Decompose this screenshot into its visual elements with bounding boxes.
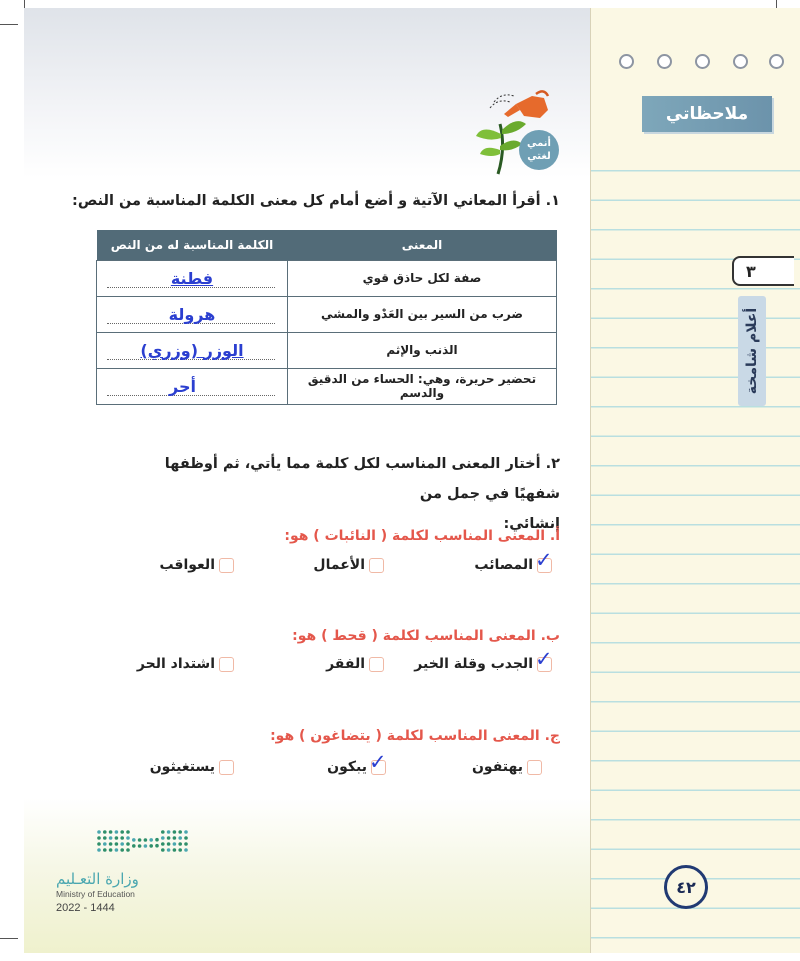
- checkmark-icon: ✓: [535, 646, 553, 671]
- answer-field[interactable]: [97, 260, 288, 296]
- logo-dot: [161, 830, 165, 834]
- logo-dot: [115, 848, 119, 852]
- logo-dot: [126, 842, 130, 846]
- logo-dot: [126, 836, 130, 840]
- option-label: الأعمال: [313, 557, 365, 573]
- header-meaning: المعنى: [288, 230, 557, 260]
- part-c-label: ج. المعنى المناسب لكلمة ( يتضاغون ) هو:: [270, 728, 560, 744]
- badge-line1: أنمي: [526, 138, 551, 149]
- meaning-cell: الذنب والإثم: [288, 332, 557, 368]
- handwritten-answer: فطنة: [170, 268, 214, 288]
- meaning-cell: تحضير حريرة، وهي: الحساء من الدقيق والدسم: [288, 368, 557, 404]
- logo-dot: [149, 844, 153, 848]
- handwritten-answer: هرولة: [168, 304, 216, 324]
- binder-ring-icon: [619, 54, 634, 69]
- meaning-cell: ضرب من السير بين العَدْو والمشي: [288, 296, 557, 332]
- option-label: يستغيثون: [149, 759, 215, 775]
- checkbox[interactable]: [219, 760, 234, 775]
- logo-dot: [161, 848, 165, 852]
- logo-dot: [173, 842, 177, 846]
- logo-dot: [109, 836, 113, 840]
- table-row: [97, 296, 557, 332]
- option-b1[interactable]: [414, 646, 553, 672]
- logo-dot: [120, 830, 124, 834]
- unit-title: أعلام شامخة: [744, 307, 760, 395]
- page-number: ٤٢: [664, 865, 708, 909]
- logo-dot: [167, 836, 171, 840]
- answer-field[interactable]: [97, 332, 288, 368]
- table-header-row: [97, 230, 557, 260]
- logo-dot: [184, 848, 188, 852]
- part-b-label: ب. المعنى المناسب لكلمة ( قحط ) هو:: [292, 628, 560, 644]
- option-c2[interactable]: [327, 749, 387, 775]
- logo-dot: [115, 830, 119, 834]
- logo-dot: [120, 836, 124, 840]
- logo-dot: [132, 838, 136, 842]
- option-a2[interactable]: [313, 557, 384, 573]
- ministry-name-arabic: وزارة التعـليم: [56, 870, 139, 888]
- logo-dot: [167, 842, 171, 846]
- checkmark-icon: ✓: [369, 749, 387, 774]
- logo-dot: [97, 830, 101, 834]
- option-b2[interactable]: [326, 656, 384, 672]
- logo-dot: [144, 838, 148, 842]
- edition-year: 2022 - 1444: [56, 902, 115, 914]
- logo-dot: [126, 830, 130, 834]
- ministry-name-english: Ministry of Education: [56, 889, 135, 899]
- ministry-logo-icon: [96, 828, 191, 858]
- answer-field[interactable]: [97, 296, 288, 332]
- part-a-label: أ. المعنى المناسب لكلمة ( النائبات ) هو:: [284, 528, 560, 544]
- option-label: يهتفون: [471, 759, 523, 775]
- logo-dot: [173, 836, 177, 840]
- logo-dot: [173, 830, 177, 834]
- checkbox[interactable]: [219, 657, 234, 672]
- checkbox[interactable]: [369, 749, 387, 775]
- option-label: الفقر: [326, 656, 365, 672]
- logo-dot: [115, 836, 119, 840]
- logo-dot: [184, 830, 188, 834]
- logo-dot: [103, 830, 107, 834]
- logo-dot: [144, 844, 148, 848]
- logo-dot: [132, 844, 136, 848]
- logo-dot: [155, 838, 159, 842]
- binder-ring-icon: [695, 54, 710, 69]
- handwritten-answer: الوزر (وزري): [140, 340, 244, 360]
- logo-dot: [109, 830, 113, 834]
- checkmark-icon: ✓: [535, 547, 553, 572]
- question-2-title: [120, 449, 560, 539]
- checkbox[interactable]: [219, 558, 234, 573]
- logo-dot: [184, 842, 188, 846]
- meanings-table: [96, 230, 557, 405]
- unit-title-tab: [738, 296, 766, 406]
- logo-dot: [103, 836, 107, 840]
- logo-dot: [97, 842, 101, 846]
- binder-ring-icon: [769, 54, 784, 69]
- badge-line2: لغتي: [527, 151, 551, 162]
- logo-dot: [167, 830, 171, 834]
- option-c1[interactable]: [472, 759, 542, 775]
- option-a3[interactable]: [159, 557, 234, 573]
- grow-my-language-badge: [519, 130, 559, 170]
- option-label: يبكون: [327, 759, 367, 775]
- logo-dot: [97, 836, 101, 840]
- logo-dot: [161, 842, 165, 846]
- crop-mark: [0, 938, 18, 939]
- binder-ring-icon: [657, 54, 672, 69]
- logo-dot: [167, 848, 171, 852]
- logo-dot: [115, 842, 119, 846]
- option-c3[interactable]: [150, 759, 234, 775]
- table-row: [97, 260, 557, 296]
- logo-dot: [178, 842, 182, 846]
- logo-dot: [161, 836, 165, 840]
- checkbox[interactable]: [535, 547, 553, 573]
- option-a1[interactable]: [474, 547, 553, 573]
- crop-mark: [24, 0, 25, 8]
- checkbox[interactable]: [369, 657, 384, 672]
- logo-dot: [120, 842, 124, 846]
- logo-dot: [178, 830, 182, 834]
- question-2-line2: إنشائي:: [503, 516, 560, 532]
- logo-dot: [126, 848, 130, 852]
- crop-mark: [0, 24, 18, 25]
- table-row: [97, 368, 557, 404]
- logo-dot: [103, 848, 107, 852]
- logo-dot: [149, 838, 153, 842]
- logo-dot: [184, 836, 188, 840]
- logo-dot: [173, 848, 177, 852]
- logo-dot: [178, 848, 182, 852]
- logo-dot: [109, 848, 113, 852]
- logo-dot: [103, 842, 107, 846]
- table-row: [97, 332, 557, 368]
- option-b3[interactable]: [137, 656, 234, 672]
- option-label: المصائب: [474, 557, 533, 573]
- answer-field[interactable]: [97, 368, 288, 404]
- logo-dot: [109, 842, 113, 846]
- logo-dot: [97, 848, 101, 852]
- question-2-line1: ٢. أختار المعنى المناسب لكل كلمة مما يأتي، ثم أوظفها شفهيًا في جمل من: [164, 456, 560, 502]
- notes-panel: [590, 8, 800, 953]
- logo-dot: [120, 848, 124, 852]
- checkbox[interactable]: [369, 558, 384, 573]
- option-label: اشتداد الحر: [136, 656, 215, 672]
- handwritten-answer: أحر: [169, 376, 196, 396]
- binder-ring-icon: [733, 54, 748, 69]
- question-1-title: ١. أقرأ المعاني الآتية و أضع أمام كل معنى الكلمة المناسبة من النص:: [72, 193, 560, 209]
- logo-dot: [138, 838, 142, 842]
- checkbox[interactable]: [535, 646, 553, 672]
- meaning-cell: صفة لكل حاذق قوي: [288, 260, 557, 296]
- logo-dot: [178, 836, 182, 840]
- header-word: الكلمة المناسبة له من النص: [97, 230, 288, 260]
- notes-title: ملاحظاتي: [642, 96, 772, 132]
- option-label: الجدب وقلة الخير: [414, 656, 533, 672]
- option-label: العواقب: [159, 557, 215, 573]
- checkbox[interactable]: [527, 760, 542, 775]
- logo-dot: [138, 844, 142, 848]
- unit-number: ٣: [732, 256, 794, 286]
- logo-dot: [155, 844, 159, 848]
